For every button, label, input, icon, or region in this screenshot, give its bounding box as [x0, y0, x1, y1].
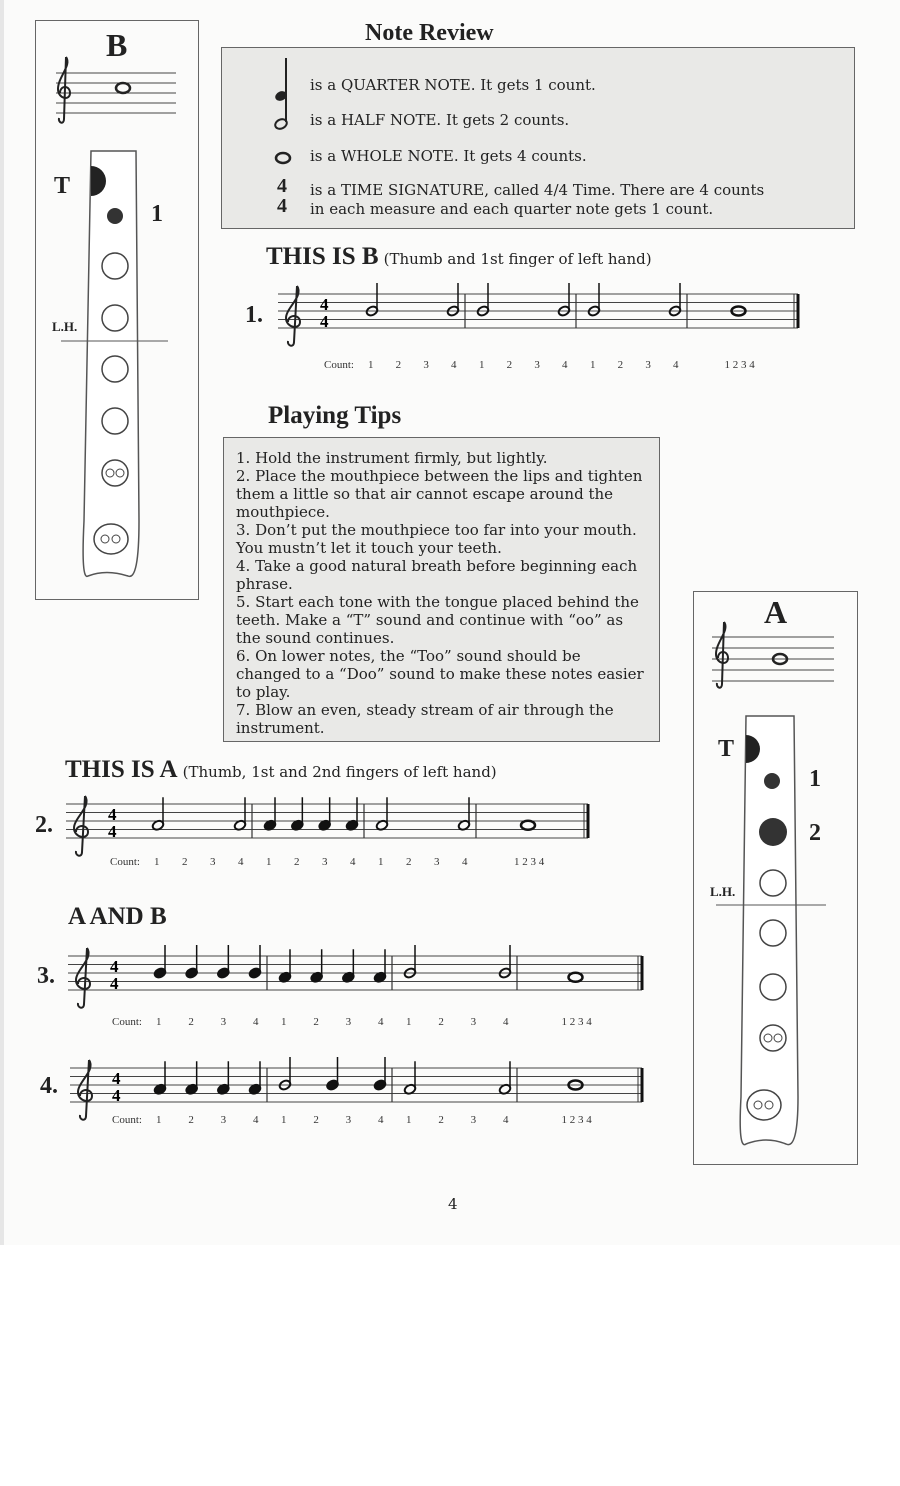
treble-clef-icon	[712, 620, 732, 690]
count-number: 1	[281, 1016, 287, 1028]
count-number: 1	[406, 1016, 412, 1028]
count-number: 3	[423, 359, 429, 371]
count-number: 2	[294, 856, 300, 868]
whole-note-text: is a WHOLE NOTE. It gets 4 counts.	[310, 147, 587, 165]
count-number: 3	[322, 856, 328, 868]
count-number: 2	[406, 856, 412, 868]
finger-1-label: 1	[809, 766, 821, 792]
count-number: 3	[534, 359, 540, 371]
fingering-note-name: B	[106, 27, 128, 63]
count-number: 1	[281, 1114, 287, 1126]
count-number: 3	[345, 1016, 352, 1028]
count-number: 1	[479, 359, 485, 371]
tip-1: 1. Hold the instrument firmly, but lightly.	[236, 449, 548, 467]
count-number: 3	[220, 1114, 227, 1126]
whole-note-icon	[275, 151, 295, 165]
count-number: 4	[503, 1114, 509, 1126]
time-signature-bottom: 4	[320, 312, 329, 331]
count-number: 4	[462, 856, 468, 868]
this-is-b-heading	[266, 243, 652, 271]
time-signature-bottom: 4	[110, 974, 119, 993]
count-label: Count:	[112, 1016, 142, 1028]
tip-6: 6. On lower notes, the “Too” sound should be changed to a “Doo” sound to make these notes easier to play.	[236, 647, 644, 701]
count-number: 1	[156, 1016, 162, 1028]
tip-2: 2. Place the mouthpiece between the lips and tighten them a little so that air cannot escape around the mouthpiece.	[236, 467, 643, 521]
count-number: 4	[238, 856, 244, 868]
count-number: 4	[673, 359, 679, 371]
note-review-title: Note Review	[365, 20, 494, 46]
count-number: 2	[617, 359, 624, 371]
time-sig-bottom: 4	[277, 195, 287, 217]
playing-tips-box	[223, 437, 660, 742]
count-number: 3	[220, 1016, 227, 1028]
count-number: 4	[378, 1114, 384, 1126]
count-number: 1 2 3 4	[724, 359, 755, 371]
count-number: 1 2 3 4	[514, 856, 545, 868]
time-signature-bottom: 4	[112, 1086, 121, 1105]
count-number: 2	[188, 1016, 194, 1028]
count-number: 1	[368, 359, 374, 371]
count-number: 1 2 3 4	[561, 1114, 592, 1126]
count-number: 1 2 3 4	[561, 1016, 592, 1028]
page-edge	[0, 0, 4, 1245]
count-number: 3	[345, 1114, 352, 1126]
count-label: Count:	[112, 1114, 142, 1126]
exercise-3-number: 3.	[37, 963, 55, 989]
count-number: 1	[154, 856, 160, 868]
count-number: 4	[253, 1016, 259, 1028]
playing-tips-title: Playing Tips	[268, 402, 402, 429]
count-number: 1	[156, 1114, 162, 1126]
count-number: 4	[350, 856, 356, 868]
count-number: 2	[438, 1114, 444, 1126]
count-number: 2	[506, 359, 513, 371]
page-number: 4	[448, 1195, 458, 1213]
count-number: 4	[562, 359, 568, 371]
left-hand-label: L.H.	[710, 884, 736, 899]
count-number: 2	[182, 856, 188, 868]
count-number: 2	[395, 359, 402, 371]
quarter-note-text: is a QUARTER NOTE. It gets 1 count.	[310, 76, 596, 94]
this-is-a-heading	[65, 756, 497, 784]
left-hand-label: L.H.	[52, 319, 78, 334]
exercise-2-number: 2.	[35, 812, 53, 838]
count-number: 3	[210, 856, 216, 868]
exercise-1-number: 1.	[245, 302, 263, 328]
time-sig-text-1: is a TIME SIGNATURE, called 4/4 Time. There are 4 counts	[310, 181, 765, 199]
finger-1-label: 1	[151, 201, 163, 227]
count-number: 3	[645, 359, 651, 371]
time-sig-top: 4	[277, 175, 287, 197]
count-number: 4	[451, 359, 457, 371]
this-is-a-title: THIS IS A	[65, 756, 178, 783]
count-number: 1	[266, 856, 272, 868]
a-and-b-title: A AND B	[68, 903, 167, 930]
fingering-note-name: A	[764, 594, 788, 630]
fingering-chart-a	[693, 591, 858, 1165]
time-sig-text-2: in each measure and each quarter note gets 1 count.	[310, 200, 714, 218]
count-number: 1	[378, 856, 384, 868]
count-number: 1	[406, 1114, 412, 1126]
this-is-a-subtitle: (Thumb, 1st and 2nd fingers of left hand)	[182, 763, 497, 781]
tip-7: 7. Blow an even, steady stream of air through the instrument.	[236, 701, 614, 737]
this-is-b-subtitle: (Thumb and 1st finger of left hand)	[383, 250, 652, 268]
count-number: 4	[503, 1016, 509, 1028]
count-number: 4	[378, 1016, 384, 1028]
exercise-4-number: 4.	[40, 1073, 58, 1099]
count-number: 2	[188, 1114, 194, 1126]
count-number: 4	[253, 1114, 259, 1126]
finger-2-label: 2	[809, 820, 821, 846]
time-signature-top: 4	[320, 295, 329, 314]
count-number: 2	[313, 1114, 319, 1126]
time-signature-bottom: 4	[108, 822, 117, 841]
half-note-text: is a HALF NOTE. It gets 2 counts.	[310, 111, 570, 129]
count-number: 1	[590, 359, 596, 371]
time-signature-top: 4	[112, 1069, 121, 1088]
tip-5: 5. Start each tone with the tongue placed behind the teeth. Make a “T” sound and continue with “oo” as the sound continues.	[236, 593, 639, 647]
this-is-b-title: THIS IS B	[266, 243, 379, 270]
count-number: 3	[434, 856, 440, 868]
count-number: 3	[470, 1114, 477, 1126]
time-signature-top: 4	[108, 805, 117, 824]
count-number: 2	[438, 1016, 444, 1028]
count-label: Count:	[324, 359, 354, 371]
count-label: Count:	[110, 856, 140, 868]
count-number: 2	[313, 1016, 319, 1028]
thumb-label: T	[54, 173, 71, 199]
tip-3: 3. Don’t put the mouthpiece too far into your mouth. You mustn’t let it touch your teeth.	[236, 521, 637, 557]
thumb-label: T	[718, 736, 735, 762]
count-number: 3	[470, 1016, 477, 1028]
time-signature-top: 4	[110, 957, 119, 976]
tip-4: 4. Take a good natural breath before beginning each phrase.	[236, 557, 638, 593]
